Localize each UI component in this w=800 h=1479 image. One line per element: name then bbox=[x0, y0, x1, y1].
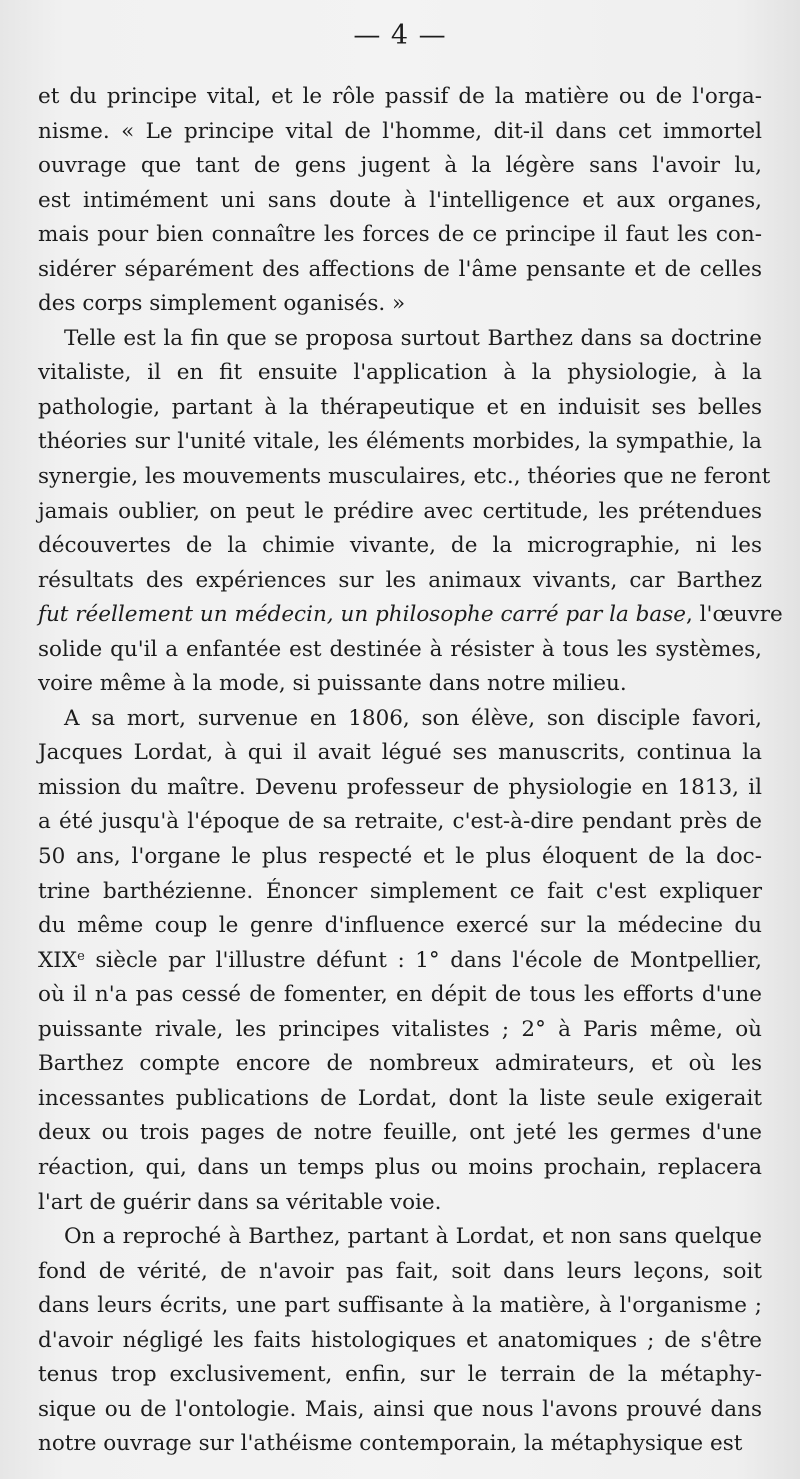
text-line bbox=[38, 598, 783, 633]
text-segment: nisme. « Le principe vital de l'homme, dit-il dans cet immortel bbox=[38, 118, 762, 144]
text-segment: voire même à la mode, si puissante dans notre milieu. bbox=[38, 671, 627, 697]
text-line bbox=[38, 1324, 762, 1359]
text-line bbox=[38, 1186, 762, 1221]
text-segment: Jacques Lordat, à qui il avait légué ses manuscrits, continua la bbox=[38, 740, 762, 766]
text-line bbox=[38, 529, 762, 564]
text-segment: réaction, qui, dans un temps plus ou moins prochain, replacera bbox=[38, 1154, 762, 1180]
text-segment: d'avoir négligé les faits histologiques et anatomiques ; de s'être bbox=[38, 1327, 762, 1353]
text-line bbox=[38, 184, 762, 219]
text-line bbox=[38, 115, 762, 150]
text-line bbox=[38, 1116, 762, 1151]
text-line bbox=[38, 1427, 762, 1462]
text-segment: , l'œuvre bbox=[685, 602, 783, 628]
text-segment: trine barthézienne. Énoncer simplement ce fait c'est expliquer bbox=[38, 878, 762, 904]
text-segment: mission du maître. Devenu professeur de physiologie en 1813, il bbox=[38, 774, 762, 800]
text-line bbox=[38, 1047, 762, 1082]
text-segment: du même coup le genre d'influence exercé sur la médecine du bbox=[38, 913, 762, 939]
text-line bbox=[38, 564, 762, 599]
text-segment: sidérer séparément des affections de l'âme pensante et de celles bbox=[38, 256, 762, 282]
text-line bbox=[38, 322, 762, 357]
text-segment: où il n'a pas cessé de fomenter, en dépit de tous les efforts d'une bbox=[38, 982, 762, 1008]
text-segment: ouvrage que tant de gens jugent à la légère sans l'avoir lu, bbox=[38, 153, 762, 179]
text-line bbox=[38, 1255, 762, 1290]
text-line bbox=[38, 667, 762, 702]
text-segment: résultats des expériences sur les animaux vivants, car Barthez bbox=[38, 567, 762, 593]
text-line bbox=[38, 736, 762, 771]
text-segment: pathologie, partant à la thérapeutique et en induisit ses belles bbox=[38, 394, 762, 420]
text-segment: a été jusqu'à l'époque de sa retraite, c'est-à-dire pendant près de bbox=[38, 809, 762, 835]
text-line bbox=[38, 356, 762, 391]
text-line bbox=[38, 1151, 762, 1186]
text-line bbox=[38, 495, 762, 530]
text-line bbox=[38, 840, 762, 875]
text-line bbox=[38, 218, 762, 253]
paragraph bbox=[38, 702, 762, 1220]
paragraph bbox=[38, 1220, 762, 1462]
text-segment: théories sur l'unité vitale, les éléments morbides, la sympathie, la bbox=[38, 429, 762, 455]
text-segment: 50 ans, l'organe le plus respecté et le plus éloquent de la doc- bbox=[38, 844, 762, 870]
text-line bbox=[38, 978, 762, 1013]
text-segment: vitaliste, il en fit ensuite l'application à la physiologie, à la bbox=[38, 360, 762, 386]
text-line bbox=[38, 702, 762, 737]
text-line bbox=[38, 875, 762, 910]
text-segment: dans leurs écrits, une part suffisante à la matière, à l'organisme ; bbox=[38, 1293, 762, 1319]
text-line bbox=[38, 944, 762, 979]
text-line bbox=[38, 80, 762, 115]
text-line bbox=[38, 1358, 762, 1393]
text-segment: notre ouvrage sur l'athéisme contemporain, la métaphysique est bbox=[38, 1431, 743, 1457]
text-line bbox=[38, 391, 762, 426]
text-segment: fond de vérité, de n'avoir pas fait, soit dans leurs leçons, soit bbox=[38, 1258, 762, 1284]
text-segment: deux ou trois pages de notre feuille, ont jeté les germes d'une bbox=[38, 1120, 762, 1146]
text-segment: puissante rivale, les principes vitalistes ; 2° à Paris même, où bbox=[38, 1016, 762, 1042]
text-line bbox=[38, 460, 771, 495]
text-segment: A sa mort, survenue en 1806, son élève, son disciple favori, bbox=[64, 705, 762, 731]
text-segment: Telle est la fin que se proposa surtout Barthez dans sa doctrine bbox=[64, 325, 762, 351]
text-segment: synergie, les mouvements musculaires, etc., théories que ne feront bbox=[38, 464, 771, 490]
italic-text: fut réellement un médecin, un philosophe carré par la base bbox=[38, 602, 686, 628]
text-line bbox=[38, 425, 762, 460]
text-segment: est intimément uni sans doute à l'intelligence et aux organes, bbox=[38, 187, 762, 213]
text-segment: des corps simplement oganisés. » bbox=[38, 291, 406, 317]
text-segment: et du principe vital, et le rôle passif de la matière ou de l'orga- bbox=[38, 84, 762, 109]
text-segment: l'art de guérir dans sa véritable voie. bbox=[38, 1189, 442, 1215]
text-line bbox=[38, 1013, 762, 1048]
text-segment: solide qu'il a enfantée est destinée à résister à tous les systèmes, bbox=[38, 636, 762, 662]
text-segment: tenus trop exclusivement, enfin, sur le terrain de la métaphy- bbox=[38, 1362, 762, 1388]
text-segment: découvertes de la chimie vivante, de la micrographie, ni les bbox=[38, 533, 762, 559]
paragraph bbox=[38, 322, 783, 702]
text-segment: mais pour bien connaître les forces de ce principe il faut les con- bbox=[38, 222, 762, 248]
text-line bbox=[38, 1289, 762, 1324]
body-text bbox=[38, 80, 783, 1462]
text-segment: XIX bbox=[38, 947, 78, 973]
text-line bbox=[38, 805, 762, 840]
text-line bbox=[38, 1220, 762, 1255]
text-line bbox=[38, 287, 762, 322]
text-line bbox=[38, 1393, 762, 1428]
text-segment: incessantes publications de Lordat, dont la liste seule exigerait bbox=[38, 1085, 762, 1111]
text-line bbox=[38, 633, 762, 668]
text-segment: sique ou de l'ontologie. Mais, ainsi que nous l'avons prouvé dans bbox=[38, 1396, 762, 1422]
text-segment: On a reproché à Barthez, partant à Lordat, et non sans quelque bbox=[64, 1224, 762, 1250]
text-line bbox=[38, 909, 762, 944]
page-number: — 4 — bbox=[353, 20, 447, 51]
superscript-text: e bbox=[77, 948, 85, 964]
text-segment: jamais oublier, on peut le prédire avec certitude, les prétendues bbox=[38, 498, 762, 524]
text-line bbox=[38, 253, 762, 288]
text-line bbox=[38, 149, 762, 184]
paragraph bbox=[38, 80, 762, 322]
text-segment: Barthez compte encore de nombreux admirateurs, et où les bbox=[38, 1051, 762, 1077]
text-segment: siècle par l'illustre défunt : 1° dans l'école de Montpellier, bbox=[84, 947, 762, 973]
text-line bbox=[38, 771, 762, 806]
text-line bbox=[38, 1082, 762, 1117]
